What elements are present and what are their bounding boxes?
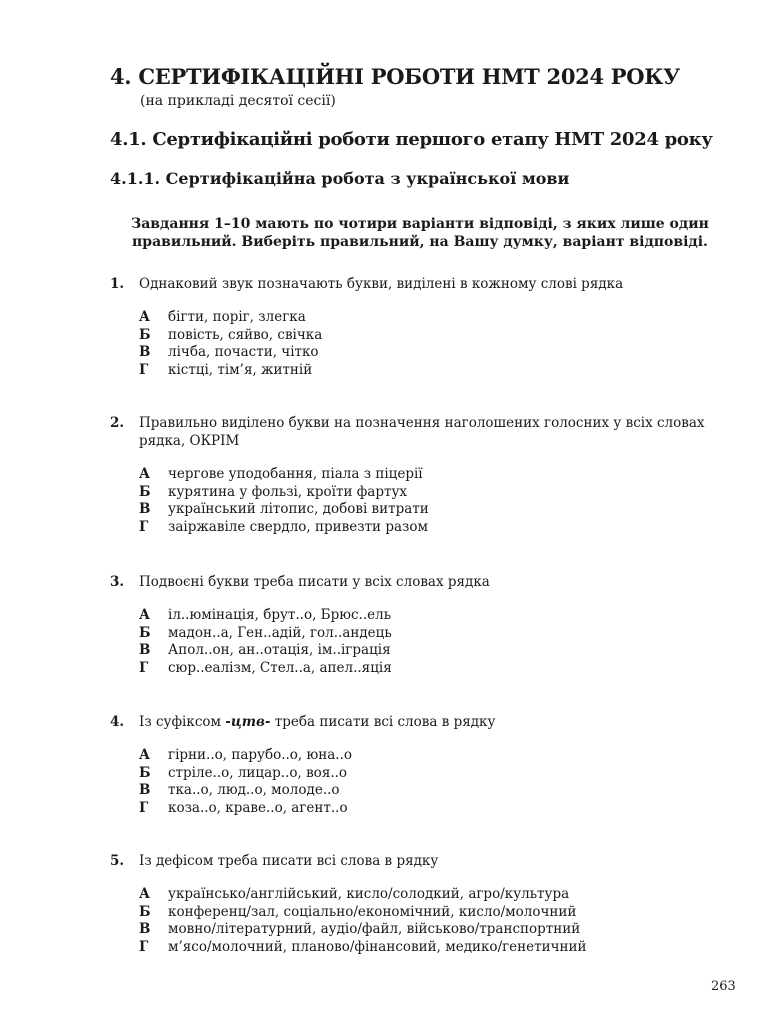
option-letter: Б (139, 326, 151, 343)
question-text: Подвоєні букви треба писати у всіх словах рядка (139, 574, 490, 590)
instructions-line: правильний. Виберіть правильний, на Вашу думку, варіант відповіді. (132, 234, 708, 250)
option-b (110, 904, 735, 922)
option-letter: А (139, 886, 150, 902)
task-number: 3. (110, 574, 125, 590)
option-letter: В (139, 501, 151, 517)
option-text: тка..о, люд..о, молоде..о (168, 782, 340, 798)
question-text: рядка, ОКРІМ (139, 433, 240, 449)
option-h (110, 362, 735, 380)
option-v (110, 501, 735, 519)
option-h (110, 939, 735, 957)
option-text: курятина у фользі, кроїти фартух (168, 483, 408, 500)
task-5 (110, 852, 735, 956)
option-letter: А (139, 309, 150, 325)
option-v (110, 921, 735, 939)
option-letter: Г (139, 799, 149, 816)
task-1 (110, 275, 735, 379)
option-text: лічба, почасти, чітко (168, 344, 319, 360)
option-h (110, 800, 735, 818)
subsection-title: 4.1.1. Сертифікаційна робота з української мови (110, 169, 570, 188)
option-a (110, 886, 735, 904)
suffix-emphasis: -цтв- (225, 714, 271, 730)
option-letter: Г (139, 518, 149, 535)
option-text: чергове уподобання, піала з піцерії (168, 466, 423, 482)
option-text: мовно/літературний, аудіо/файл, військово/транспортний (168, 921, 581, 937)
option-text: стріле..о, лицар..о, воя..о (168, 764, 348, 781)
option-letter: В (139, 782, 151, 798)
option-text: сюр..еалізм, Стел..а, апел..яція (168, 659, 392, 676)
section-title: 4.1. Сертифікаційні роботи першого етапу НМТ 2024 року (110, 129, 713, 150)
task-question (110, 713, 735, 731)
option-text: Апол..он, ан..отація, ім..іграція (168, 642, 391, 658)
option-b (110, 765, 735, 783)
question-text-start: Із суфіксом (139, 714, 226, 730)
task-number: 2. (110, 415, 125, 431)
question-text: Однаковий звук позначають букви, виділені в кожному слові рядка (139, 276, 624, 292)
task-number: 1. (110, 276, 125, 292)
option-text: коза..о, краве..о, агент..о (168, 799, 348, 816)
instructions (110, 215, 730, 251)
option-v (110, 782, 735, 800)
task-2 (110, 414, 735, 536)
task-question (110, 414, 735, 450)
option-letter: А (139, 607, 150, 623)
option-h (110, 519, 735, 537)
option-text: повість, сяйво, свічка (168, 326, 323, 343)
task-question (110, 573, 735, 591)
option-list (110, 607, 735, 677)
chapter-subtitle: (на прикладі десятої сесії) (140, 93, 336, 109)
option-letter: Б (139, 764, 151, 781)
option-list (110, 466, 735, 536)
option-h (110, 660, 735, 678)
option-text: український літопис, добові витрати (168, 501, 429, 517)
option-letter: Б (139, 483, 151, 500)
option-letter: А (139, 466, 150, 482)
option-a (110, 309, 735, 327)
option-v (110, 344, 735, 362)
option-letter: Б (139, 903, 151, 920)
task-question (110, 852, 735, 870)
option-list (110, 886, 735, 956)
task-question (110, 275, 735, 293)
option-letter: Г (139, 938, 149, 955)
instructions-line: Завдання 1–10 мають по чотири варіанти відповіді, з яких лише один (131, 216, 709, 232)
option-letter: Б (139, 624, 151, 641)
question-text (139, 714, 495, 730)
option-a (110, 607, 735, 625)
option-letter: В (139, 921, 151, 937)
question-text-end: треба писати всі слова в рядку (270, 714, 496, 730)
option-letter: В (139, 344, 151, 360)
option-text: гірни..о, парубо..о, юна..о (168, 747, 353, 763)
option-b (110, 327, 735, 345)
option-a (110, 747, 735, 765)
option-text: іл..юмінація, брут..о, Брюс..ель (168, 607, 392, 623)
option-list (110, 747, 735, 817)
task-4 (110, 713, 735, 817)
task-number: 4. (110, 714, 125, 730)
option-b (110, 484, 735, 502)
task-number: 5. (110, 853, 125, 869)
option-v (110, 642, 735, 660)
option-letter: Г (139, 361, 149, 378)
option-text: м’ясо/молочний, планово/фінансовий, медико/генетичний (168, 938, 587, 955)
page-number: 263 (711, 979, 736, 994)
option-text: конференц/зал, соціально/економічний, кисло/молочний (168, 903, 577, 920)
option-text: кістці, тім’я, житній (168, 361, 313, 378)
option-list (110, 309, 735, 379)
option-letter: Г (139, 659, 149, 676)
question-text: Правильно виділено букви на позначення наголошених голосних у всіх словах (139, 415, 705, 431)
chapter-title: 4. СЕРТИФІКАЦІЙНІ РОБОТИ НМТ 2024 РОКУ (110, 64, 680, 89)
question-text: Із дефісом треба писати всі слова в рядку (139, 853, 439, 869)
option-letter: В (139, 642, 151, 658)
option-text: бігти, поріг, злегка (168, 309, 306, 325)
option-text: українсько/англійський, кисло/солодкий, агро/культура (168, 886, 570, 902)
option-text: мадон..а, Ген..адій, гол..андець (168, 624, 392, 641)
option-letter: А (139, 747, 150, 763)
option-b (110, 625, 735, 643)
task-3 (110, 573, 735, 677)
option-a (110, 466, 735, 484)
option-text: заіржавіле свердло, привезти разом (168, 518, 429, 535)
